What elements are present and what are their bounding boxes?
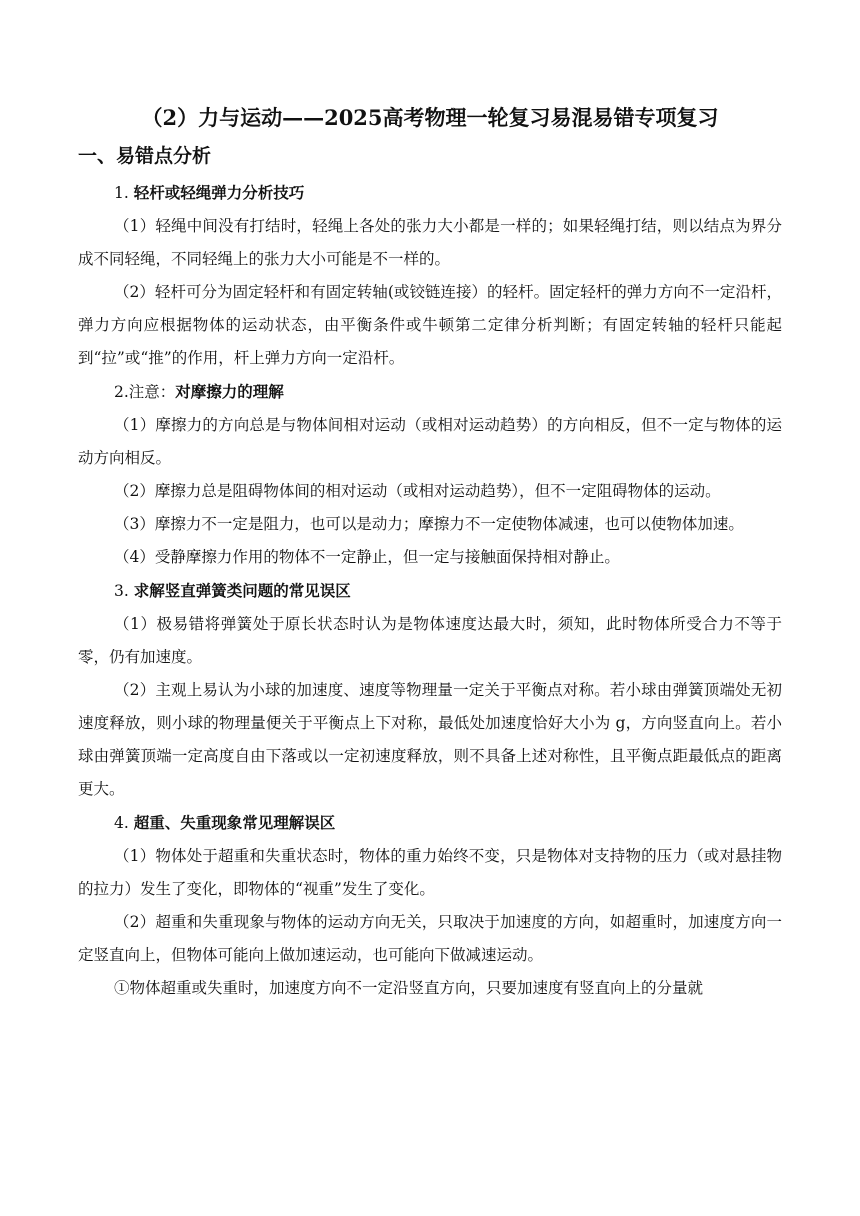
paragraph: （3）摩擦力不一定是阻力，也可以是动力；摩擦力不一定使物体减速，也可以使物体加速。 [114,515,744,533]
paragraph: （1）摩擦力的方向总是与物体间相对运动（或相对运动趋势）的方向相反，但不一定与物体的运动方向相反。 [78,416,782,467]
paragraph: （1）极易错将弹簧处于原长状态时认为是物体速度达最大时，须知，此时物体所受合力不等于零，仍有加速度。 [78,615,782,666]
paragraph: （4）受静摩擦力作用的物体不一定静止，但一定与接触面保持相对静止。 [114,548,620,566]
topic-3 [78,574,782,806]
topic-title: 超重、失重现象常见理解误区 [133,813,336,832]
paragraph: （2）超重和失重现象与物体的运动方向无关，只取决于加速度的方向，如超重时，加速度方向一定竖直向上，但物体可能向上做加速运动，也可能向下做减速运动。 [78,913,782,964]
topic-heading [78,375,782,409]
topic-4 [78,806,782,1005]
paragraph: （2）主观上易认为小球的加速度、速度等物理量一定关于平衡点对称。若小球由弹簧顶端处无初速度释放，则小球的物理量便关于平衡点上下对称，最低处加速度恰好大小为 g，方向竖直向上。若小球由弹簧顶端一定高度自由下落或以一定初速度释放，则不具备上述对称性，且平衡点距最低点的距离更大。 [78,681,782,798]
topic-number: 2.注意： [114,383,176,401]
section-heading: 一、易错点分析 [78,145,212,167]
topic-title: 轻杆或轻绳弹力分析技巧 [133,183,305,202]
document-title: （2）力与运动——2025高考物理一轮复习易混易错专项复习 [141,105,719,130]
paragraph: （1）物体处于超重和失重状态时，物体的重力始终不变，只是物体对支持物的压力（或对悬挂物的拉力）发生了变化，即物体的“视重”发生了变化。 [78,847,782,898]
topic-number: 3. [114,582,134,600]
topic-title: 求解竖直弹簧类问题的常见误区 [133,581,351,600]
topic-heading [78,574,782,608]
topic-heading [78,806,782,840]
paragraph: （2）轻杆可分为固定轻杆和有固定转轴(或铰链连接）的轻杆。固定轻杆的弹力方向不一定沿杆，弹力方向应根据物体的运动状态，由平衡条件或牛顿第二定律分析判断；有固定转轴的轻杆只能起到“拉”或“推”的作用，杆上弹力方向一定沿杆。 [78,283,782,367]
paragraph: （1）轻绳中间没有打结时，轻绳上各处的张力大小都是一样的；如果轻绳打结，则以结点为界分成不同轻绳，不同轻绳上的张力大小可能是不一样的。 [78,217,782,268]
topic-number: 1. [114,184,134,202]
topic-number: 4. [114,814,134,832]
paragraph: ①物体超重或失重时，加速度方向不一定沿竖直方向，只要加速度有竖直向上的分量就 [114,979,704,997]
paragraph: （2）摩擦力总是阻碍物体间的相对运动（或相对运动趋势），但不一定阻碍物体的运动。 [114,482,721,500]
topic-title: 对摩擦力的理解 [175,382,284,401]
topic-2 [78,375,782,574]
topic-heading [78,176,782,210]
topic-1 [78,176,782,375]
